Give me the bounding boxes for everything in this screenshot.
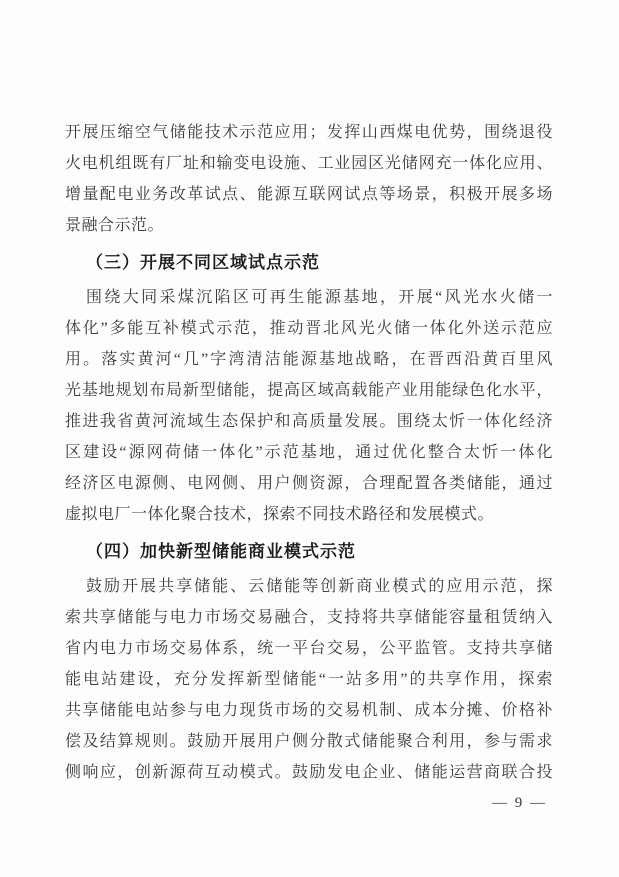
text-line: 能电站建设，充分发挥新型储能“一站多用”的共享作用，探索 [65,671,553,688]
text-line: 共享储能电站参与电力现货市场的交易机制、成本分摊、价格补 [65,702,553,719]
text-line: 围绕大同采煤沉陷区可再生能源基地，开展“风光水火储一 [86,289,553,306]
text-line: 光基地规划布局新型储能，提高区域高载能产业用能绿色化水平， [65,382,553,399]
text-line: 用。落实黄河“几”字湾清洁能源基地战略，在晋西沿黄百里风 [65,351,553,368]
text-line: 侧响应，创新源荷互动模式。鼓励发电企业、储能运营商联合投 [65,764,553,781]
text-line: 索共享储能与电力市场交易融合，支持将共享储能容量租赁纳入 [65,609,553,626]
text-line: 经济区电源侧、电网侧、用户侧资源，合理配置各类储能，通过 [65,475,553,492]
text-line: 虚拟电厂一体化聚合技术，探索不同技术路径和发展模式。 [65,506,495,523]
text-line: 景融合示范。 [65,217,165,234]
text-line: 开展压缩空气储能技术示范应用；发挥山西煤电优势，围绕退役 [65,124,553,141]
text-line: 区建设“源网荷储一体化”示范基地，通过优化整合太忻一体化 [65,444,553,461]
text-line: 增量配电业务改革试点、能源互联网试点等场景，积极开展多场 [65,186,553,203]
text-line: 偿及结算规则。鼓励开展用户侧分散式储能聚合利用，参与需求 [65,733,553,750]
text-line: 省内电力市场交易体系，统一平台交易，公平监管。支持共享储 [65,640,553,657]
text-line: 火电机组既有厂址和输变电设施、工业园区光储网充一体化应用、 [65,155,553,172]
section-heading-3: （三）开展不同区域试点示范 [86,253,320,272]
document-body [65,117,553,788]
page-number: — 9 — [492,795,547,811]
text-line: 体化”多能互补模式示范，推动晋北风光火储一体化外送示范应 [65,320,553,337]
text-line: 鼓励开展共享储能、云储能等创新商业模式的应用示范，探 [86,578,553,595]
section-heading-4: （四）加快新型储能商业模式示范 [86,542,356,561]
text-line: 推进我省黄河流域生态保护和高质量发展。围绕太忻一体化经济 [65,413,553,430]
